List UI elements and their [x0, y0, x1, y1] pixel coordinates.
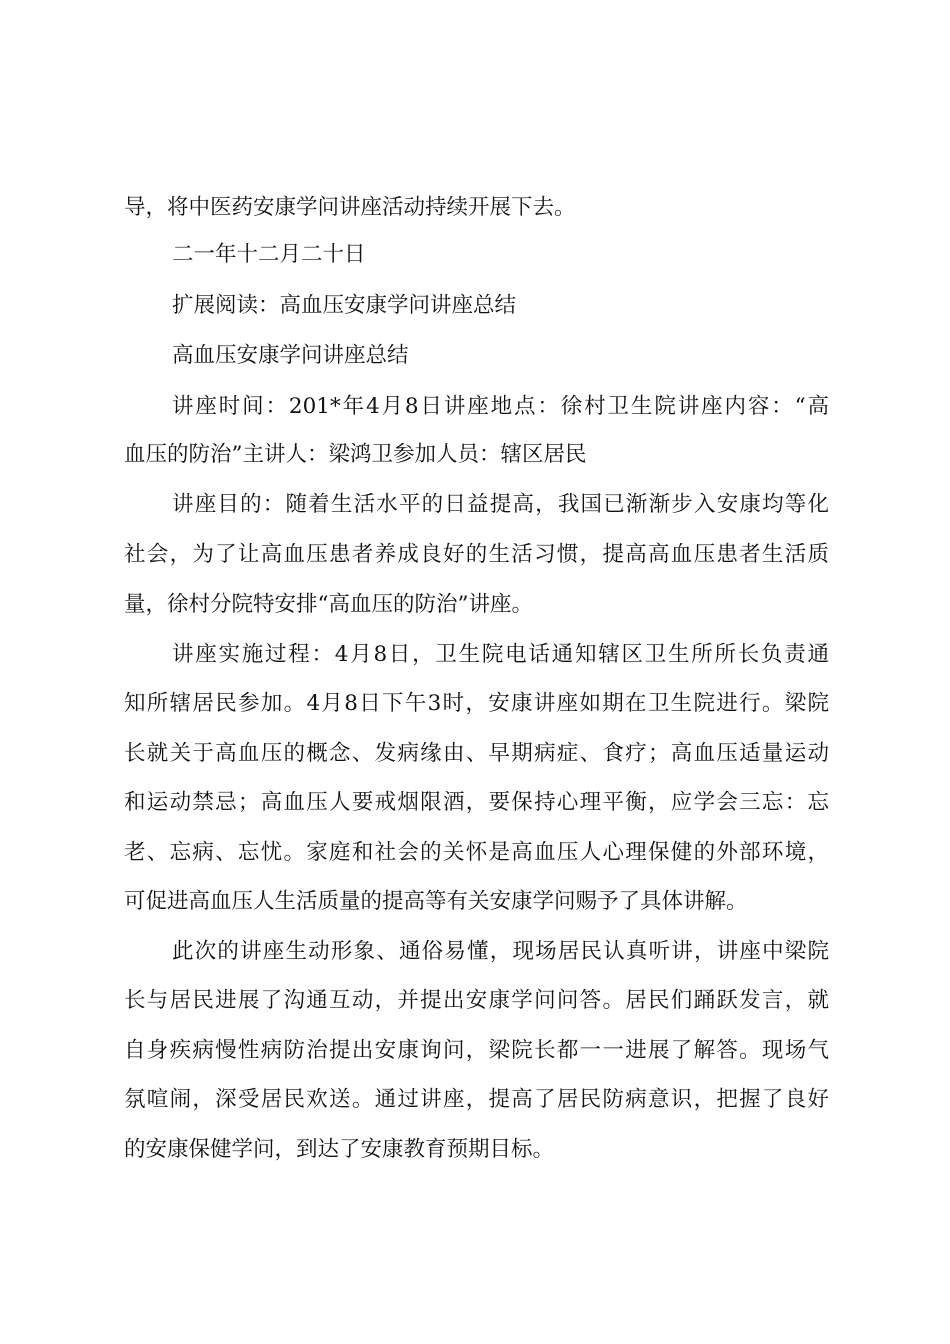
text-line: 知所辖居民参加。4月8日下午3时，安康讲座如期在卫生院进行。梁院: [124, 691, 829, 716]
text-line: 长就关于高血压的概念、发病缘由、早期病症、食疗；高血压适量运动: [124, 741, 829, 766]
text-line: 和运动禁忌；高血压人要戒烟限酒，要保持心理平衡，应学会三忘：忘: [124, 790, 829, 815]
text-line: 导，将中医药安康学问讲座活动持续开展下去。: [124, 195, 576, 220]
text-line: 氛喧闹，深受居民欢送。通过讲座，提高了居民防病意识，把握了良好: [124, 1087, 829, 1112]
text-line: 此次的讲座生动形象、通俗易懂，现场居民认真听讲，讲座中梁院: [172, 939, 829, 964]
text-line: 讲座实施过程：4月8日，卫生院电话通知辖区卫生所所长负责通: [172, 642, 829, 667]
section-title: 高血压安康学问讲座总结: [172, 343, 409, 368]
extended-reading-line: 扩展阅读：高血压安康学问讲座总结: [172, 293, 517, 318]
text-line: 讲座目的：随着生活水平的日益提高，我国已渐渐步入安康均等化: [172, 492, 829, 517]
text-line: 自身疾病慢性病防治提出安康询问，梁院长都一一进展了解答。现场气: [124, 1038, 829, 1063]
text-line: 长与居民进展了沟通互动，并提出安康学问问答。居民们踊跃发言，就: [124, 988, 829, 1013]
text-line: 血压的防治”主讲人：梁鸿卫参加人员：辖区居民: [124, 442, 587, 467]
date-line: 二一年十二月二十日: [172, 242, 366, 267]
text-line: 的安康保健学问，到达了安康教育预期目标。: [124, 1137, 555, 1162]
text-line: 老、忘病、忘忧。家庭和社会的关怀是高血压人心理保健的外部环境，: [124, 840, 829, 865]
text-line: 讲座时间：201*年4月8日讲座地点：徐村卫生院讲座内容：“高: [172, 394, 829, 419]
text-line: 社会，为了让高血压患者养成良好的生活习惯，提高高血压患者生活质: [124, 542, 829, 567]
text-line: 可促进高血压人生活质量的提高等有关安康学问赐予了具体讲解。: [124, 889, 748, 914]
text-line: 量，徐村分院特安排“高血压的防治”讲座。: [124, 592, 533, 617]
